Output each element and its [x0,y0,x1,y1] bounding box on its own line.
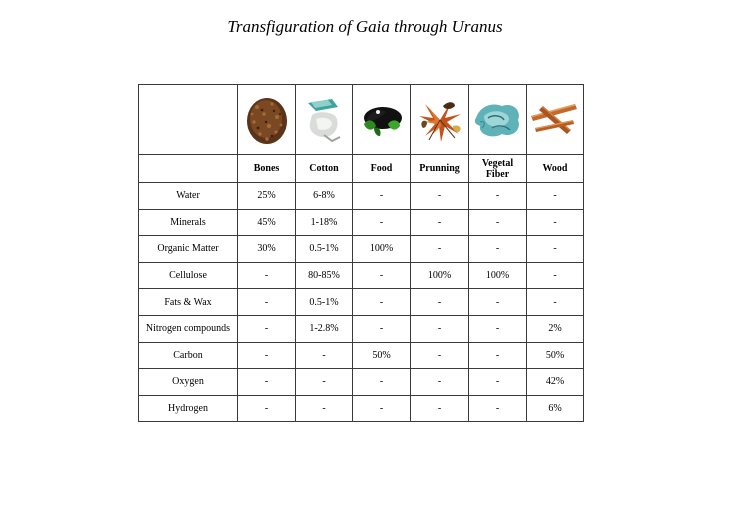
column-header-wood: Wood [527,155,584,183]
vegetal-fiber-image [472,98,524,142]
table-cell: - [411,209,469,236]
table-cell: 50% [353,342,411,369]
table-cell: 100% [469,262,527,289]
table-row [139,369,584,396]
table-cell: - [296,395,353,422]
table-row [139,289,584,316]
cotton-image [302,97,346,143]
table-cell: - [411,342,469,369]
row-label: Organic Matter [139,236,238,263]
table-cell: - [469,315,527,342]
table-cell: 1-18% [296,209,353,236]
column-header-cotton: Cotton [296,155,353,183]
table-cell: - [527,289,584,316]
table-cell: - [353,289,411,316]
table-cell: 100% [353,236,411,263]
food-image [358,100,406,140]
table-cell: - [527,236,584,263]
table-cell: - [469,342,527,369]
table-cell: - [238,395,296,422]
image-cell-bones [238,85,296,155]
table-cell: - [296,369,353,396]
wood-image [529,100,581,140]
table-row [139,183,584,210]
table-cell: - [296,342,353,369]
image-cell-cotton [296,85,353,155]
header-corner-cell [139,155,238,183]
table-cell: - [238,262,296,289]
image-row [139,85,584,155]
table-cell: - [469,369,527,396]
table-row [139,209,584,236]
table-cell: - [411,236,469,263]
table-row [139,262,584,289]
table-cell: - [353,369,411,396]
table-cell: - [411,315,469,342]
table-cell: - [469,183,527,210]
table-cell: 30% [238,236,296,263]
table-cell: 2% [527,315,584,342]
table-cell: - [353,395,411,422]
row-label: Minerals [139,209,238,236]
table-cell: - [411,183,469,210]
table-cell: 45% [238,209,296,236]
table-cell: - [353,315,411,342]
table-cell: - [411,289,469,316]
document-title: Transfiguration of Gaia through Uranus [227,17,503,36]
column-header-bones: Bones [238,155,296,183]
row-label: Fats & Wax [139,289,238,316]
table-cell: 1-2.8% [296,315,353,342]
table-cell: - [238,342,296,369]
table-cell: 0.5-1% [296,289,353,316]
table-cell: - [527,262,584,289]
corner-empty-cell [139,85,238,155]
image-cell-food [353,85,411,155]
table-cell: - [469,395,527,422]
column-header-prunning: Prunning [411,155,469,183]
table-row [139,236,584,263]
table-cell: 50% [527,342,584,369]
table-cell: 0.5-1% [296,236,353,263]
row-label: Water [139,183,238,210]
bones-soil-image [242,92,292,148]
composition-table [138,84,584,422]
image-cell-wood [527,85,584,155]
header-row [139,155,584,183]
table-row [139,395,584,422]
table-cell: - [411,369,469,396]
table-cell: 80-85% [296,262,353,289]
table-cell: - [353,209,411,236]
table-cell: - [353,183,411,210]
row-label: Oxygen [139,369,238,396]
table-cell: 6-8% [296,183,353,210]
row-label: Carbon [139,342,238,369]
table-cell: - [238,289,296,316]
row-label: Nitrogen compounds [139,315,238,342]
image-cell-prunning [411,85,469,155]
column-header-vegetal-fiber: Vegetal Fiber [469,155,527,183]
table-cell: - [238,369,296,396]
column-header-food: Food [353,155,411,183]
row-label: Hydrogen [139,395,238,422]
table-cell: - [469,289,527,316]
table-cell: - [411,395,469,422]
table-cell: 25% [238,183,296,210]
table-cell: - [527,209,584,236]
table-row [139,315,584,342]
table-cell: - [353,262,411,289]
row-label: Cellulose [139,262,238,289]
table-cell: 42% [527,369,584,396]
prunning-leaves-image [415,96,465,144]
table-cell: 6% [527,395,584,422]
table-cell: - [469,209,527,236]
table-cell: 100% [411,262,469,289]
image-cell-vegetal-fiber [469,85,527,155]
table-cell: - [527,183,584,210]
table-row [139,342,584,369]
table-cell: - [469,236,527,263]
table-cell: - [238,315,296,342]
